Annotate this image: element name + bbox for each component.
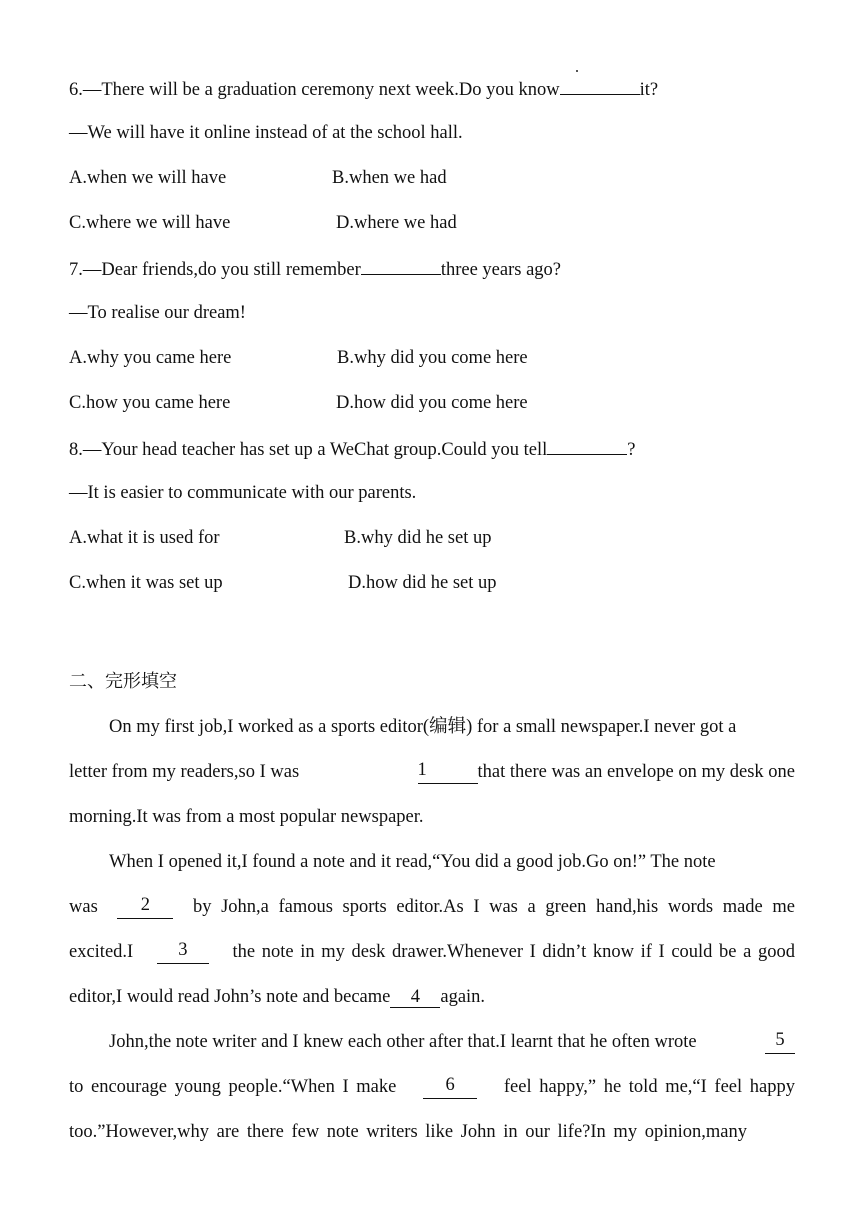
passage-p2-line1: When I opened it,I found a note and it read,“You did a good job.Go on!” The note: [109, 852, 716, 872]
passage-p1-line1: On my first job,I worked as a sports editor(编辑) for a small newspaper.I never got a: [109, 717, 737, 737]
question-6-stem-text: 6.—There will be a graduation ceremony next week.Do you know: [69, 80, 560, 100]
passage-p3-line1: [109, 1030, 795, 1054]
question-7-stem-end: three years ago?: [440, 260, 561, 280]
question-8-reply: —It is easier to communicate with our parents.: [69, 483, 417, 503]
passage-text: John,the note writer and I knew each other after that.I learnt that he often wrote: [109, 1032, 697, 1052]
question-6-option-a: A.when we will have: [69, 168, 227, 188]
answer-blank: [361, 256, 441, 275]
passage-p1-line2: [69, 760, 795, 784]
answer-blank: [560, 76, 640, 95]
question-6-stem-end: it?: [639, 80, 659, 100]
passage-text: excited.I: [69, 942, 134, 962]
passage-text: to encourage young people.“When I make: [69, 1077, 397, 1097]
passage-p1-line3: morning.It was from a most popular newspaper.: [69, 807, 424, 827]
cloze-blank-6: 6: [423, 1075, 477, 1099]
question-6-option-b: B.when we had: [332, 168, 447, 188]
question-8-option-d: D.how did he set up: [348, 573, 497, 593]
passage-text: was: [69, 897, 98, 917]
scan-speck: [576, 70, 578, 72]
passage-p2-line3: [69, 940, 795, 964]
question-6-option-d: D.where we had: [336, 213, 457, 233]
passage-p2-line2: [69, 895, 795, 919]
cloze-blank-4: 4: [390, 987, 440, 1008]
question-6-stem: [69, 76, 658, 102]
question-7-stem: [69, 256, 561, 282]
passage-p2-line4: [69, 985, 485, 1009]
question-8-stem-end: ?: [627, 440, 636, 460]
section-title: 二、完形填空: [69, 671, 177, 692]
passage-text: the note in my desk drawer.Whenever I didn’t know if I could be a good: [232, 942, 795, 962]
question-8-stem: [69, 436, 635, 462]
question-6-reply: —We will have it online instead of at the school hall.: [69, 123, 463, 143]
cloze-blank-5: 5: [765, 1030, 795, 1054]
question-7-option-a: A.why you came here: [69, 348, 232, 368]
cloze-blank-3: 3: [157, 940, 209, 964]
question-7-reply: —To realise our dream!: [69, 303, 246, 323]
passage-text: again.: [440, 987, 486, 1007]
passage-text: feel happy,” he told me,“I feel happy: [503, 1077, 795, 1097]
cloze-blank-2: 2: [117, 895, 173, 919]
question-8-option-b: B.why did he set up: [344, 528, 492, 548]
question-6-option-c: C.where we will have: [69, 213, 231, 233]
question-8-stem-text: 8.—Your head teacher has set up a WeChat group.Could you tell: [69, 440, 548, 460]
passage-p3-line2: [69, 1075, 795, 1099]
cloze-blank-1: 1: [418, 760, 478, 784]
passage-text: by John,a famous sports editor.As I was a green hand,his words made me: [192, 897, 795, 917]
question-8-option-a: A.what it is used for: [69, 528, 220, 548]
question-7-stem-text: 7.—Dear friends,do you still remember: [69, 260, 361, 280]
answer-blank: [547, 436, 627, 455]
passage-text: editor,I would read John’s note and became: [69, 987, 391, 1007]
question-7-option-d: D.how did you come here: [336, 393, 528, 413]
passage-text: letter from my readers,so I was: [69, 762, 300, 782]
passage-p3-line3: too.”However,why are there few note writers like John in our life?In my opinion,many: [69, 1122, 747, 1142]
question-8-option-c: C.when it was set up: [69, 573, 223, 593]
question-7-option-c: C.how you came here: [69, 393, 231, 413]
passage-text: that there was an envelope on my desk one: [477, 762, 795, 782]
question-7-option-b: B.why did you come here: [337, 348, 528, 368]
